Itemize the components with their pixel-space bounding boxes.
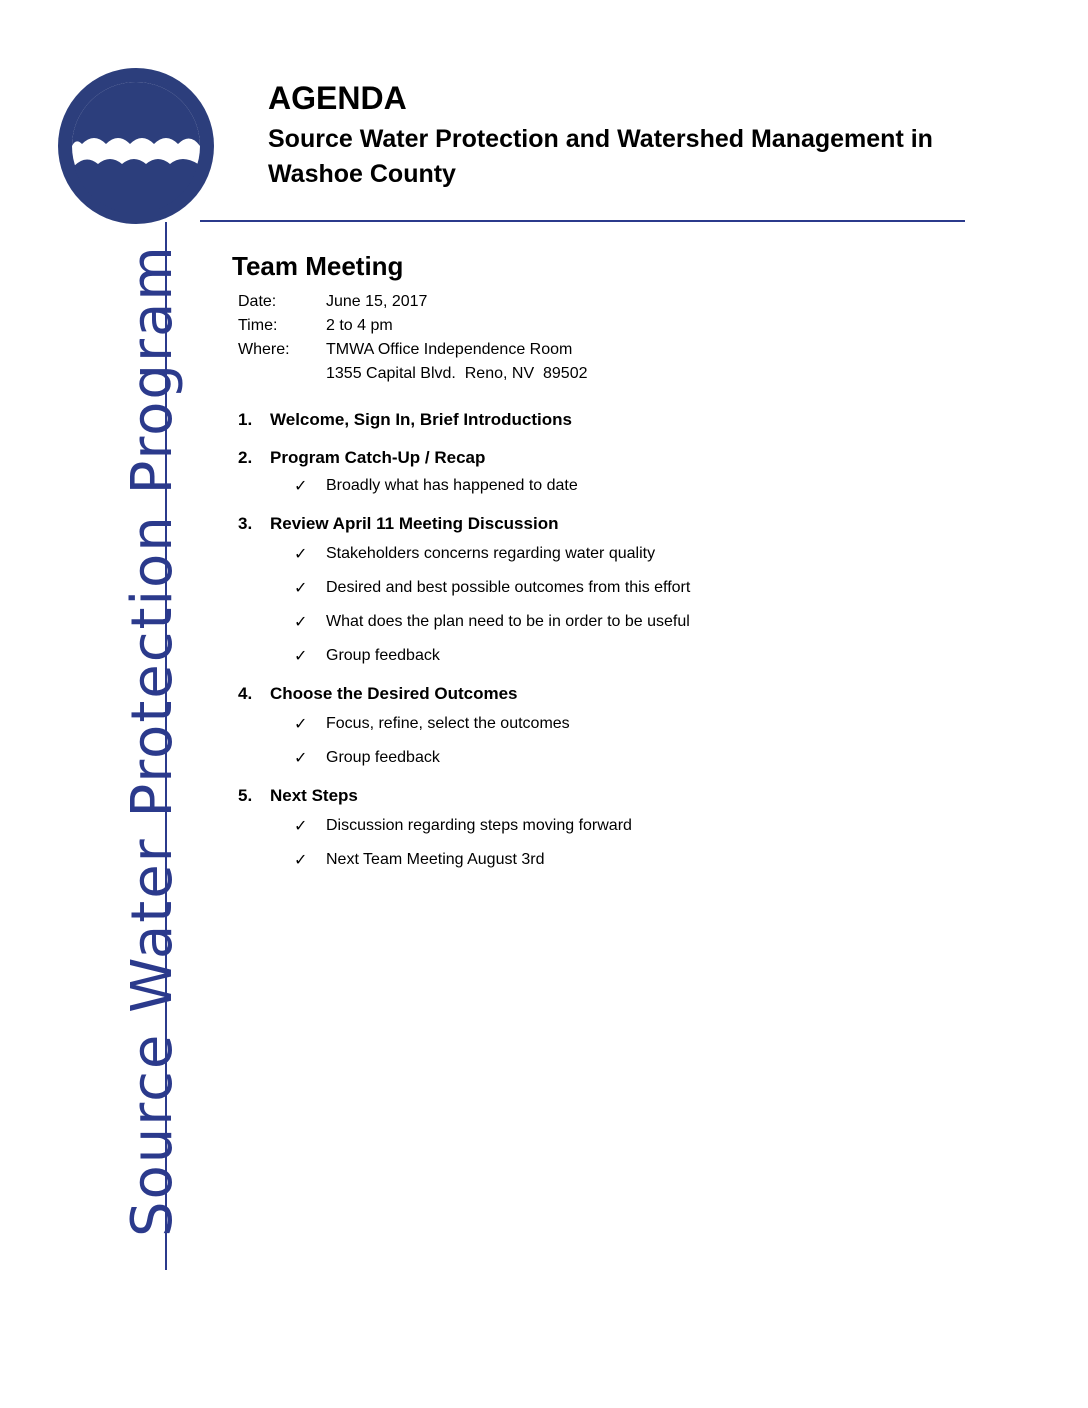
time-row: [238, 314, 992, 338]
item-number: 3.: [238, 514, 253, 533]
agenda-item: [232, 784, 992, 872]
time-value: 2 to 4 pm: [326, 317, 393, 334]
checkmark-icon: ✓: [294, 816, 308, 835]
where-line-2: 1355 Capital Blvd. Reno, NV 89502: [326, 365, 588, 382]
agenda-item: [232, 446, 992, 498]
checkmark-icon: ✓: [294, 850, 308, 869]
side-program-title: Source Water Protection Program: [120, 244, 185, 1237]
sub-item: [294, 746, 992, 770]
header: [268, 78, 1008, 192]
checkmark-icon: ✓: [294, 748, 308, 767]
item-number: 4.: [238, 684, 253, 703]
sub-item: [294, 644, 992, 668]
where-label: Where:: [238, 341, 290, 358]
date-row: [238, 290, 992, 314]
checkmark-icon: ✓: [294, 612, 308, 631]
where-row: [238, 338, 992, 362]
item-title: Next Steps: [270, 786, 358, 805]
where-line-1: TMWA Office Independence Room: [326, 341, 573, 358]
agenda-list: [232, 408, 992, 872]
sub-item: [294, 542, 992, 566]
sub-item: [294, 814, 992, 838]
sub-item-text: Focus, refine, select the outcomes: [326, 715, 570, 732]
sub-item-text: Broadly what has happened to date: [326, 477, 578, 494]
sub-item-text: Desired and best possible outcomes from this effort: [326, 579, 691, 596]
checkmark-icon: ✓: [294, 714, 308, 733]
agenda-item: [232, 682, 992, 770]
item-number: 1.: [238, 410, 253, 429]
checkmark-icon: ✓: [294, 578, 308, 597]
item-title: Choose the Desired Outcomes: [270, 684, 518, 703]
sub-item-text: Stakeholders concerns regarding water quality: [326, 545, 656, 562]
agenda-title: AGENDA: [268, 80, 407, 116]
header-subtitle: Source Water Protection and Watershed Management in Washoe County: [268, 125, 933, 188]
sub-item: [294, 474, 992, 498]
sub-item-text: Next Team Meeting August 3rd: [326, 851, 545, 868]
sub-item-text: Discussion regarding steps moving forward: [326, 817, 632, 834]
sub-item-text: What does the plan need to be in order to be useful: [326, 613, 690, 630]
checkmark-icon: ✓: [294, 544, 308, 563]
meeting-title: Team Meeting: [232, 251, 404, 281]
item-title: Welcome, Sign In, Brief Introductions: [270, 410, 572, 429]
sub-item-text: Group feedback: [326, 749, 440, 766]
item-title: Review April 11 Meeting Discussion: [270, 514, 559, 533]
date-value: June 15, 2017: [326, 293, 428, 310]
date-label: Date:: [238, 293, 277, 310]
agenda-content: [232, 250, 992, 886]
sub-item: [294, 712, 992, 736]
sub-item: [294, 576, 992, 600]
checkmark-icon: ✓: [294, 646, 308, 665]
time-label: Time:: [238, 317, 278, 334]
sub-item: [294, 848, 992, 872]
item-title: Program Catch-Up / Recap: [270, 448, 486, 467]
checkmark-icon: ✓: [294, 476, 308, 495]
water-waves-logo-icon: [56, 66, 216, 226]
agenda-item: [232, 408, 992, 432]
sub-item: [294, 610, 992, 634]
where-row-2: [238, 362, 992, 386]
meeting-info: [238, 290, 992, 386]
item-number: 5.: [238, 786, 253, 805]
agenda-item: [232, 512, 992, 668]
sub-item-text: Group feedback: [326, 647, 440, 664]
header-divider: [200, 220, 965, 222]
item-number: 2.: [238, 448, 253, 467]
